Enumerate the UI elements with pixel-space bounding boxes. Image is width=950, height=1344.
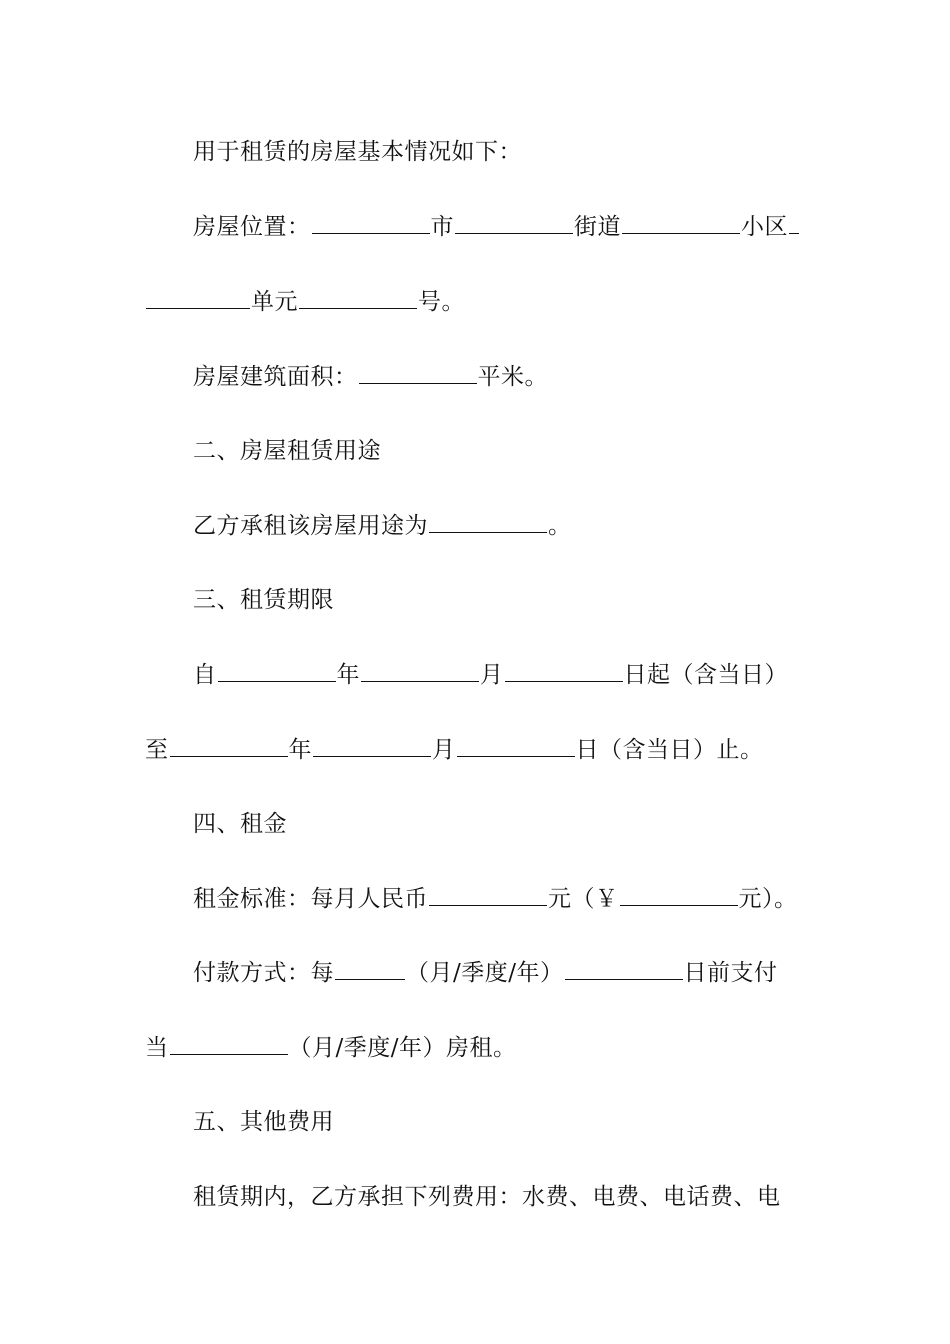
- area-line: [193, 362, 548, 392]
- area-label: 房屋建筑面积：: [193, 364, 358, 390]
- payment-rent-label: （月/季度/年）房租。: [288, 1035, 517, 1061]
- section-5-title: 五、其他费用: [193, 1109, 334, 1135]
- house-location-line: [193, 212, 800, 242]
- rent-yen-blank: [620, 885, 738, 906]
- street-label: 街道: [574, 214, 621, 240]
- end-day-blank: [457, 736, 575, 757]
- section-3-title: 三、租赁期限: [193, 587, 334, 613]
- start-date-line: [193, 660, 788, 690]
- end-year-label: 年: [288, 737, 312, 763]
- section-heading-3: [193, 585, 334, 615]
- city-blank: [312, 213, 430, 234]
- area-unit: 平米。: [477, 364, 548, 390]
- building-blank-start: [789, 213, 799, 234]
- area-blank: [359, 363, 477, 384]
- purpose-end: 。: [548, 513, 572, 539]
- other-fees-text: 租赁期内，乙方承担下列费用：水费、电费、电话费、电: [193, 1184, 781, 1210]
- end-month-blank: [313, 736, 431, 757]
- city-label: 市: [430, 214, 454, 240]
- rent-standard-line: [193, 884, 798, 914]
- rent-rmb-blank: [429, 885, 547, 906]
- end-month-label: 月: [432, 737, 456, 763]
- community-blank: [622, 213, 740, 234]
- house-location-label: 房屋位置：: [193, 214, 311, 240]
- intro-line: [193, 137, 522, 167]
- rent-yuan-label: 元（￥: [548, 886, 619, 912]
- payment-period-blank: [335, 959, 405, 980]
- start-label: 自: [193, 662, 217, 688]
- start-day-label: 日起（含当日）: [623, 662, 788, 688]
- rent-standard-label: 租金标准：每月人民币: [193, 886, 428, 912]
- unit-label: 单元: [251, 289, 298, 315]
- street-blank: [455, 213, 573, 234]
- start-month-label: 月: [480, 662, 504, 688]
- building-blank: [146, 288, 250, 309]
- end-day-label: 日（含当日）止。: [575, 737, 764, 763]
- payment-current-label: 当: [145, 1035, 169, 1061]
- section-4-title: 四、租金: [193, 811, 287, 837]
- start-day-blank: [505, 661, 623, 682]
- section-heading-4: [193, 809, 287, 839]
- number-label: 号。: [418, 289, 465, 315]
- other-fees-line: [193, 1182, 781, 1212]
- intro-text: 用于租赁的房屋基本情况如下：: [193, 139, 522, 165]
- payment-period-options: （月/季度/年）: [406, 960, 564, 986]
- unit-blank: [299, 288, 417, 309]
- section-heading-2: [193, 436, 381, 466]
- payment-label: 付款方式：每: [193, 960, 334, 986]
- unit-line: [145, 287, 465, 317]
- start-month-blank: [361, 661, 479, 682]
- section-heading-5: [193, 1107, 334, 1137]
- rent-yuan-end: 元）。: [738, 886, 798, 912]
- purpose-line: [193, 511, 572, 541]
- payment-current-blank: [170, 1034, 288, 1055]
- purpose-blank: [429, 512, 547, 533]
- payment-day-blank: [565, 959, 683, 980]
- start-year-blank: [218, 661, 336, 682]
- end-label: 至: [145, 737, 169, 763]
- end-year-blank: [170, 736, 288, 757]
- end-date-line: [145, 735, 764, 765]
- payment-day-label: 日前支付: [683, 960, 778, 986]
- purpose-label: 乙方承租该房屋用途为: [193, 513, 428, 539]
- community-label: 小区: [741, 214, 788, 240]
- section-2-title: 二、房屋租赁用途: [193, 438, 381, 464]
- start-year-label: 年: [336, 662, 360, 688]
- payment-continue-line: [145, 1033, 517, 1063]
- payment-method-line: [193, 958, 778, 988]
